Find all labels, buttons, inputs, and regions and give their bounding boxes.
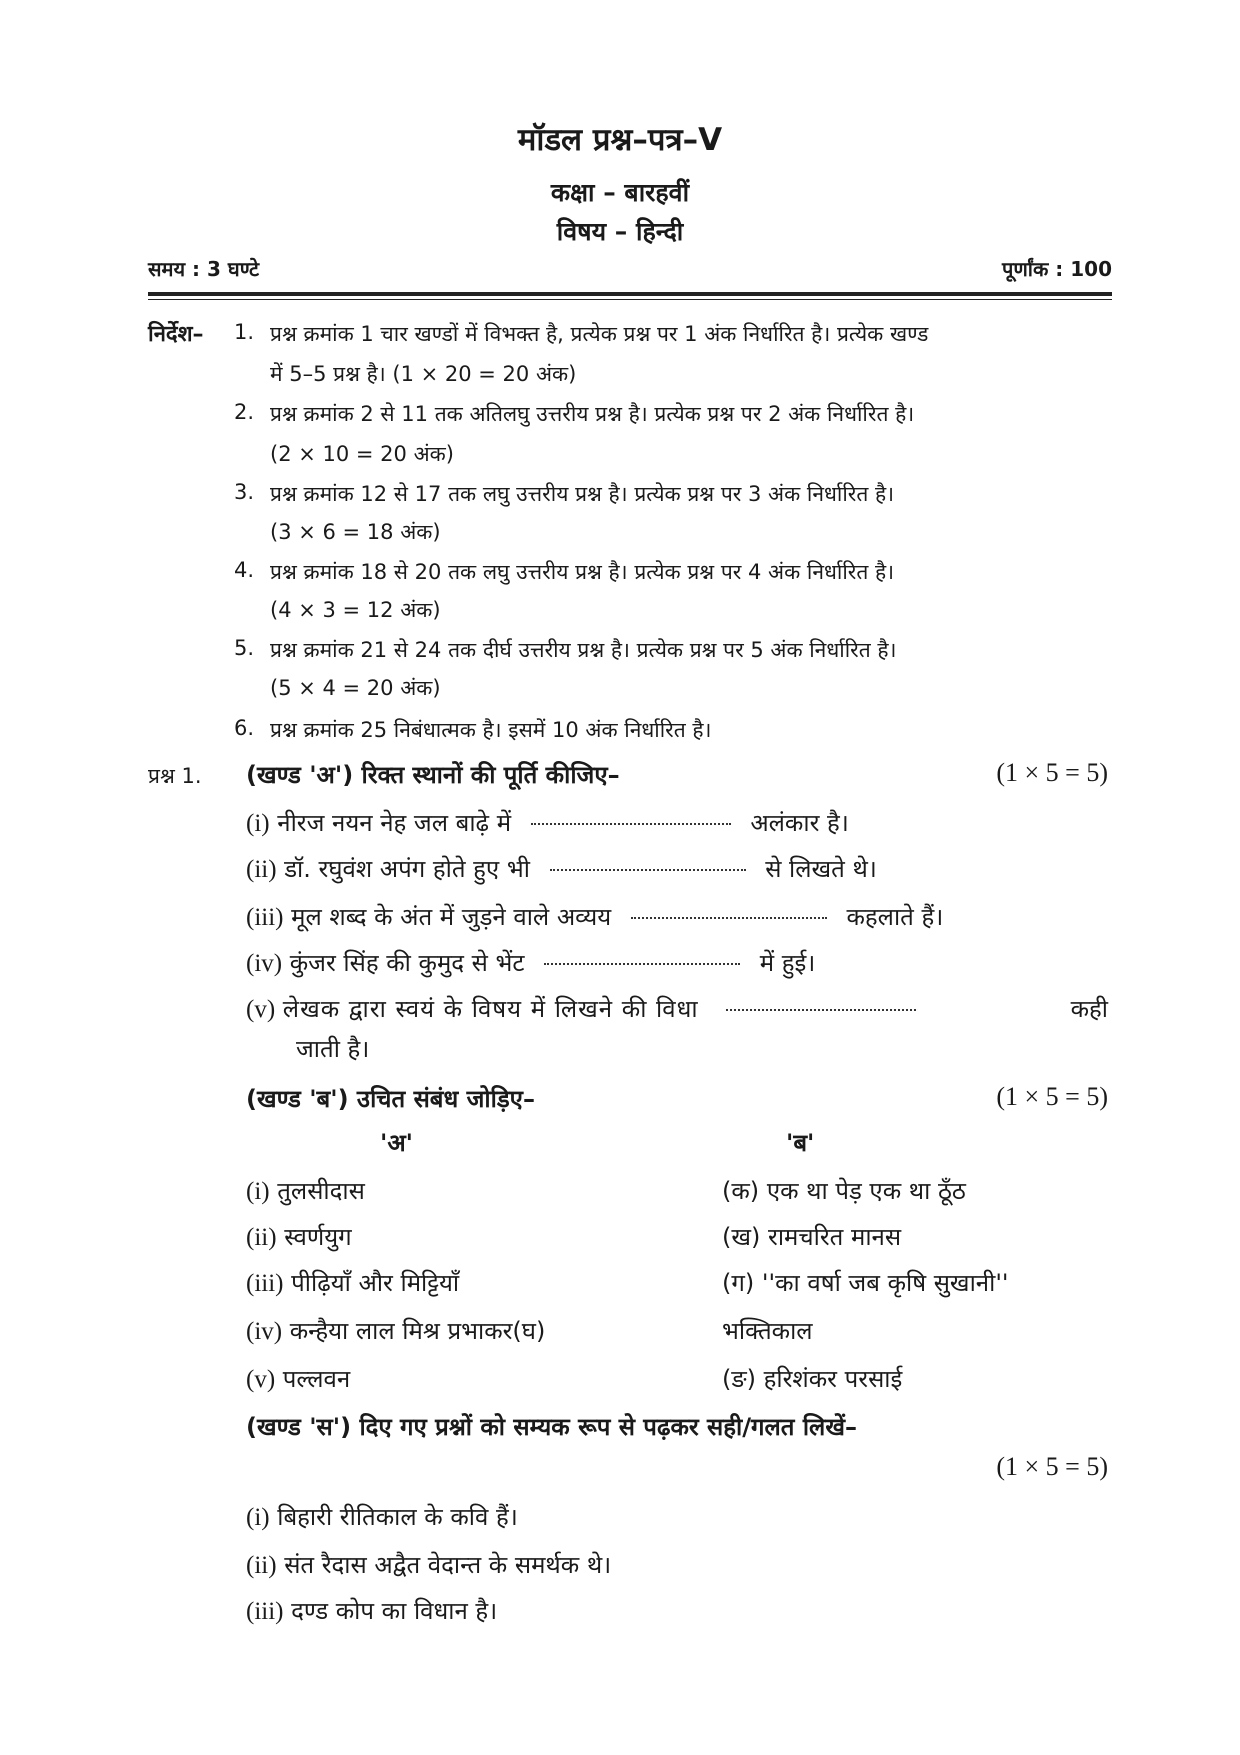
paper-title: मॉडल प्रश्न–पत्र–V: [517, 122, 723, 158]
item-text: जाती है।: [296, 1035, 370, 1063]
item-text: पल्लवन: [282, 1365, 351, 1393]
item-number: (ख): [722, 1223, 761, 1251]
item-text: कुंजर सिंह की कुमुद से भेंट: [289, 949, 525, 977]
item-number: (iii): [246, 1598, 284, 1625]
match-right-item: [722, 1266, 1009, 1299]
item-text: अलंकार है।: [750, 809, 849, 837]
instruction-line: में 5–5 प्रश्न है। (1 × 20 = 20 अंक): [270, 362, 577, 386]
header-rule-thin: [148, 299, 1112, 300]
item-text: एक था पेड़ एक था ठूँठ: [766, 1177, 966, 1205]
instruction-line: प्रश्न क्रमांक 12 से 17 तक लघु उत्तरीय प्रश्न है। प्रत्येक प्रश्न पर 3 अंक निर्धारित है।: [270, 482, 895, 506]
instruction-num: 6.: [234, 716, 255, 740]
list-item: [246, 992, 936, 1025]
list-item: [246, 852, 877, 885]
match-right-item: [722, 1220, 901, 1253]
instructions-label: निर्देश–: [148, 322, 204, 347]
item-text: कन्हैया लाल मिश्र प्रभाकर(घ): [289, 1317, 546, 1345]
answer-blank: [631, 916, 827, 919]
instruction-num: 1.: [234, 320, 255, 344]
column-a-header: 'अ': [380, 1129, 414, 1157]
item-text: संत रैदास अद्वैत वेदान्त के समर्थक थे।: [284, 1551, 612, 1579]
item-number: (ङ): [722, 1365, 757, 1393]
full-marks-label: पूर्णांक : 100: [1001, 257, 1112, 281]
item-text: पीढ़ियाँ और मिट्टियाँ: [291, 1269, 460, 1297]
section-a-heading: (खण्ड 'अ') रिक्त स्थानों की पूर्ति कीजिए–: [246, 761, 620, 789]
item-text: नीरज नयन नेह जल बाढ़े में: [277, 809, 512, 837]
instruction-line: प्रश्न क्रमांक 25 निबंधात्मक है। इसमें 10 अंक निर्धारित है।: [270, 718, 712, 742]
item-text: में हुई।: [759, 949, 816, 977]
instruction-line: (4 × 3 = 12 अंक): [270, 598, 441, 622]
answer-blank: [531, 822, 731, 825]
item-number: (ii): [246, 1552, 277, 1579]
instruction-num: 2.: [234, 400, 255, 424]
match-right-item: [722, 1314, 813, 1347]
item-text: डॉ. रघुवंश अपंग होते हुए भी: [284, 855, 530, 883]
item-text: रामचरित मानस: [768, 1223, 902, 1251]
item-text: भक्तिकाल: [722, 1317, 813, 1345]
item-number: (i): [246, 1178, 270, 1205]
item-number: (ii): [246, 1224, 277, 1251]
instruction-num: 3.: [234, 480, 255, 504]
item-text: मूल शब्द के अंत में जुड़ने वाले अव्यय: [291, 903, 612, 931]
item-text: तुलसीदास: [277, 1177, 365, 1205]
header-rule-thick: [148, 292, 1112, 296]
list-item: [246, 1594, 497, 1627]
list-item: [246, 900, 943, 933]
match-right-item: [722, 1362, 902, 1395]
column-b-header: 'ब': [786, 1129, 815, 1157]
section-c-heading: (खण्ड 'स') दिए गए प्रश्नों को सम्यक रूप से पढ़कर सही/गलत लिखें–: [246, 1413, 857, 1441]
list-item: [246, 1548, 611, 1581]
item-number: (v): [246, 1366, 276, 1393]
item-text: ''का वर्षा जब कृषि सुखानी'': [761, 1269, 1009, 1297]
section-a-marks: (1 × 5 = 5): [996, 758, 1108, 787]
item-number: (क): [722, 1177, 760, 1205]
class-line: कक्षा – बारहवीं: [550, 178, 690, 207]
list-item: [246, 1500, 518, 1533]
item-text: से लिखते थे।: [765, 855, 877, 883]
item-number: (iv): [246, 950, 283, 977]
instruction-line: (3 × 6 = 18 अंक): [270, 520, 441, 544]
item-number: (iii): [246, 1270, 284, 1297]
match-left-item: [246, 1266, 459, 1299]
question-number: प्रश्न 1.: [148, 764, 202, 788]
instruction-line: प्रश्न क्रमांक 1 चार खण्डों में विभक्त है, प्रत्येक प्रश्न पर 1 अंक निर्धारित है। प्रत्येक खण्ड: [270, 322, 929, 346]
instruction-line: प्रश्न क्रमांक 21 से 24 तक दीर्घ उत्तरीय प्रश्न है। प्रत्येक प्रश्न पर 5 अंक निर्धारित है।: [270, 638, 897, 662]
item-text: बिहारी रीतिकाल के कवि हैं।: [277, 1503, 518, 1531]
instruction-num: 5.: [234, 636, 255, 660]
item-number: (iii): [246, 904, 284, 931]
match-left-item: [246, 1314, 545, 1347]
match-left-item: [246, 1362, 350, 1395]
time-label: समय : 3 घण्टे: [148, 257, 260, 281]
section-c-marks: (1 × 5 = 5): [996, 1452, 1108, 1481]
answer-blank: [726, 1008, 916, 1011]
item-number: (v): [246, 996, 276, 1023]
instruction-line: (5 × 4 = 20 अंक): [270, 676, 441, 700]
subject-line: विषय – हिन्दी: [556, 217, 684, 246]
section-b-marks: (1 × 5 = 5): [996, 1082, 1108, 1111]
match-left-item: [246, 1174, 365, 1207]
item-text: स्वर्णयुग: [284, 1223, 352, 1251]
item-text: लेखक द्वारा स्वयं के विषय में लिखने की विधा: [282, 995, 699, 1023]
instruction-num: 4.: [234, 558, 255, 582]
item-number: (i): [246, 1504, 270, 1531]
answer-blank: [550, 868, 746, 871]
instruction-line: प्रश्न क्रमांक 2 से 11 तक अतिलघु उत्तरीय प्रश्न है। प्रत्येक प्रश्न पर 2 अंक निर्धारित है।: [270, 402, 915, 426]
item-number: (ii): [246, 856, 277, 883]
instruction-line: (2 × 10 = 20 अंक): [270, 442, 454, 466]
item-text: दण्ड कोप का विधान है।: [291, 1597, 498, 1625]
match-right-item: [722, 1174, 966, 1207]
item-text: हरिशंकर परसाई: [763, 1365, 903, 1393]
list-item: [246, 946, 815, 979]
item-number: (ग): [722, 1269, 755, 1297]
match-left-item: [246, 1220, 352, 1253]
item-number: (i): [246, 810, 270, 837]
answer-blank: [544, 962, 740, 965]
instruction-line: प्रश्न क्रमांक 18 से 20 तक लघु उत्तरीय प्रश्न है। प्रत्येक प्रश्न पर 4 अंक निर्धारित है।: [270, 560, 895, 584]
section-b-heading: (खण्ड 'ब') उचित संबंध जोड़िए–: [246, 1085, 535, 1113]
item-text: कहलाते हैं।: [846, 903, 944, 931]
item-text: कही: [1070, 995, 1108, 1023]
list-item: [246, 806, 849, 839]
item-number: (iv): [246, 1318, 283, 1345]
